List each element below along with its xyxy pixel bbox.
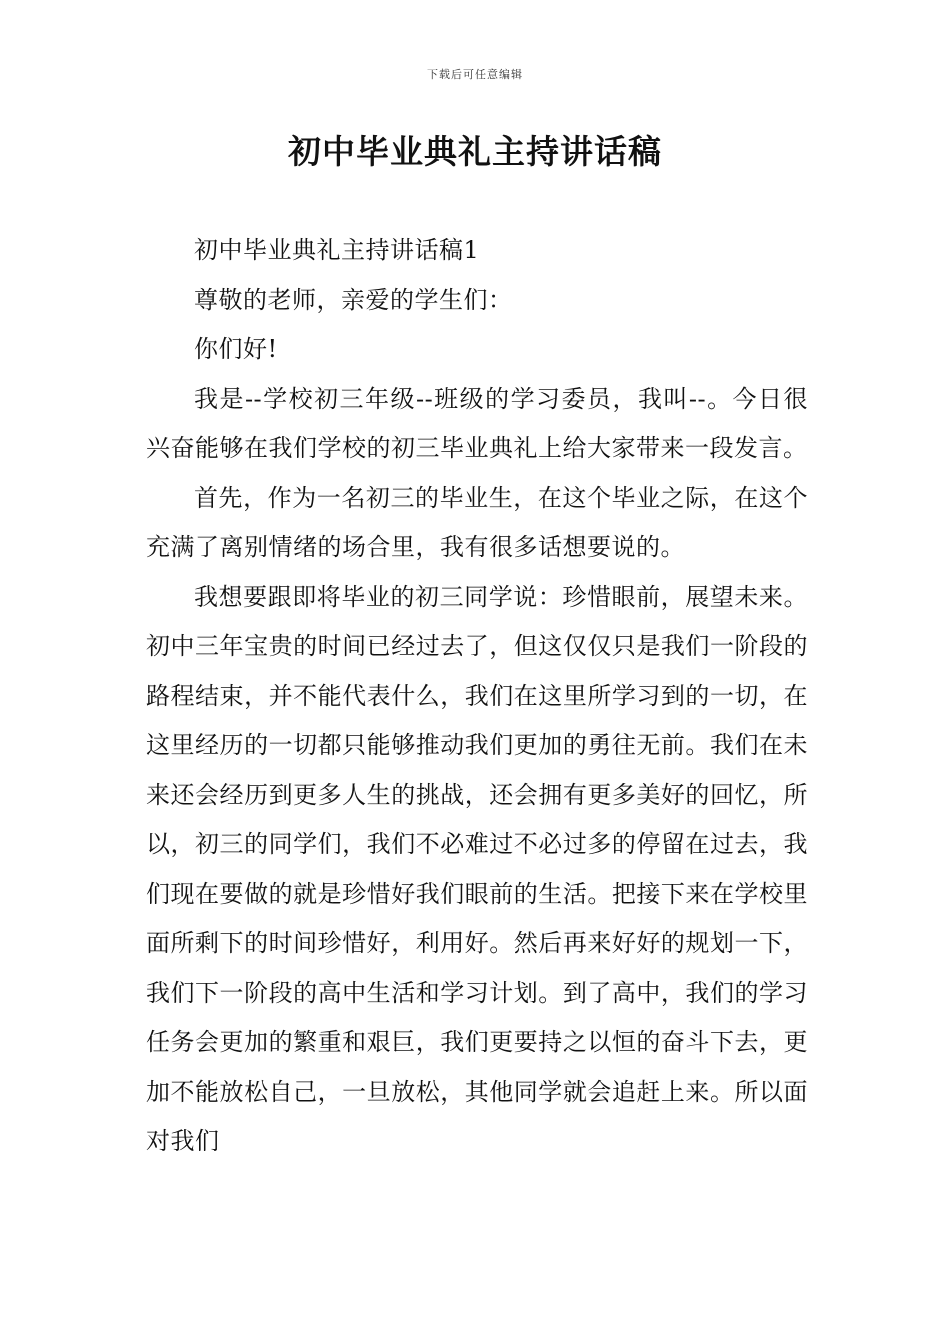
paragraph-subtitle: 初中毕业典礼主持讲话稿1	[194, 236, 480, 264]
paragraph-salutation: 尊敬的老师，亲爱的学生们：	[194, 285, 513, 314]
document-title: 初中毕业典礼主持讲话稿	[288, 132, 662, 171]
paragraph-greeting: 你们好!	[194, 335, 278, 363]
paragraph-main: 我想要跟即将毕业的初三同学说：珍惜眼前，展望未来。初中三年宝贵的时间已经过去了，但这仅仅只是我们一阶段的路程结束，并不能代表什么，我们在这里所学习到的一切，在这里经历的一切都只能够推动我们更加的勇往无前。我们在未来还会经历到更多人生的挑战，还会拥有更多美好的回忆，所以，初三的同学们，我们不必难过不必过多的停留在过去，我们现在要做的就是珍惜好我们眼前的生活。把接下来在学校里面所剩下的时间珍惜好，利用好。然后再来好好的规划一下，我们下一阶段的高中生活和学习计划。到了高中，我们的学习任务会更加的繁重和艰巨，我们更要持之以恒的奋斗下去，更加不能放松自己，一旦放松，其他同学就会追赶上来。所以面对我们	[146, 582, 808, 1155]
document-body	[146, 226, 808, 1167]
paragraph-first: 首先，作为一名初三的毕业生，在这个毕业之际，在这个充满了离别情绪的场合里，我有很多话想要说的。	[146, 483, 808, 561]
header-note: 下载后可任意编辑	[427, 68, 523, 81]
paragraph-intro: 我是--学校初三年级--班级的学习委员，我叫--。今日很兴奋能够在我们学校的初三毕业典礼上给大家带来一段发言。	[146, 384, 808, 462]
